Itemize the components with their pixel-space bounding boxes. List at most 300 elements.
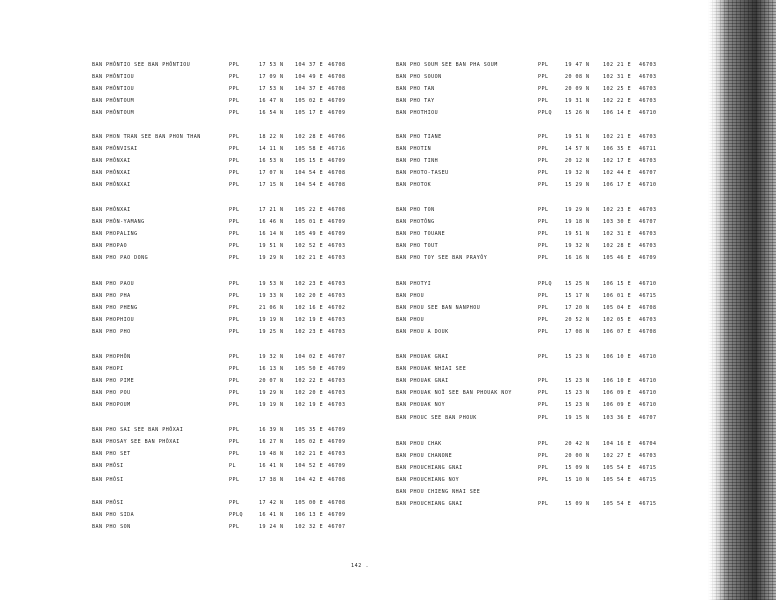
entry-type: PPL [229, 439, 240, 445]
entry-type: PPL [229, 281, 240, 287]
entry-lat: 19 53 N [259, 281, 284, 287]
entry-name: BAN PHO PHA [92, 293, 131, 299]
entry-lat: 20 08 N [565, 74, 590, 80]
entry-lon: 106 15 E [603, 281, 632, 287]
entry-ref: 46703 [328, 243, 346, 249]
entry-ref: 46710 [639, 354, 657, 360]
entry-ref: 46708 [639, 329, 657, 335]
entry-ref: 46708 [328, 62, 346, 68]
entry-ref: 46703 [328, 329, 346, 335]
entry-lon: 102 17 E [603, 158, 632, 164]
entry-lat: 15 10 N [565, 477, 590, 483]
entry-lon: 105 46 E [603, 255, 632, 261]
entry-lat: 15 29 N [565, 182, 590, 188]
entry-ref: 46715 [639, 477, 657, 483]
entry-lon: 105 54 E [603, 465, 632, 471]
entry-ref: 46708 [639, 305, 657, 311]
entry-lon: 102 19 E [295, 317, 324, 323]
entry-name: BAN PHO TAN [396, 86, 435, 92]
entry-name: BAN PHO PAO DONG [92, 255, 149, 261]
scanned-page-edge [708, 0, 776, 600]
entry-name: BAN PHOU SEE BAN NANPHOU [396, 305, 481, 311]
entry-type: PPL [229, 366, 240, 372]
entry-lon: 105 02 E [295, 98, 324, 104]
entry-name: BAN PHOUAK GNAI [396, 378, 449, 384]
entry-type: PPLQ [538, 281, 553, 287]
entry-name: BAN PHOTIN [396, 146, 432, 152]
entry-type: PPL [229, 98, 240, 104]
entry-type: PPL [538, 378, 549, 384]
entry-name: BAN PHO PIME [92, 378, 135, 384]
entry-ref: 46709 [328, 427, 346, 433]
entry-name: BAN PHO SET [92, 451, 131, 457]
entry-name: BAN PHOPHÔN [92, 354, 131, 360]
entry-lon: 102 31 E [603, 74, 632, 80]
entry-name: BAN PHO TOUT [396, 243, 439, 249]
entry-lon: 106 14 E [603, 110, 632, 116]
entry-name: BAN PHÔNVISAI [92, 146, 138, 152]
entry-ref: 46703 [639, 134, 657, 140]
entry-type: PPL [229, 329, 240, 335]
entry-ref: 46707 [639, 219, 657, 225]
entry-ref: 46703 [639, 453, 657, 459]
entry-lat: 15 09 N [565, 501, 590, 507]
entry-lat: 16 27 N [259, 439, 284, 445]
entry-lon: 102 22 E [295, 378, 324, 384]
entry-ref: 46709 [328, 231, 346, 237]
entry-lon: 102 32 E [295, 524, 324, 530]
entry-ref: 46711 [639, 146, 657, 152]
entry-ref: 46703 [639, 86, 657, 92]
entry-lat: 19 47 N [565, 62, 590, 68]
entry-lat: 19 32 N [259, 354, 284, 360]
entry-lon: 104 52 E [295, 463, 324, 469]
entry-name: BAN PHO PHO [92, 329, 131, 335]
entry-lon: 106 09 E [603, 390, 632, 396]
entry-lat: 17 09 N [259, 74, 284, 80]
entry-name: BAN PHOUCHIANG GNAI [396, 501, 463, 507]
entry-ref: 46703 [639, 158, 657, 164]
page-number: 142 . [351, 563, 370, 569]
entry-lon: 103 36 E [603, 415, 632, 421]
entry-lat: 15 23 N [565, 378, 590, 384]
entry-lon: 102 16 E [295, 305, 324, 311]
entry-type: PPL [229, 182, 240, 188]
entry-type: PPL [229, 293, 240, 299]
entry-name: BAN PHOTÔNG [396, 219, 435, 225]
entry-ref: 46706 [328, 134, 346, 140]
entry-lon: 106 13 E [295, 512, 324, 518]
entry-lat: 17 20 N [565, 305, 590, 311]
entry-lon: 105 01 E [295, 219, 324, 225]
entry-lon: 102 22 E [603, 98, 632, 104]
entry-name: BAN PHOUCHIANG GNAI [396, 465, 463, 471]
entry-type: PPL [538, 207, 549, 213]
entry-type: PPL [538, 415, 549, 421]
entry-name: BAN PHOUAK NHIAI SEE [396, 366, 467, 372]
entry-name: BAN PHO SOUON [396, 74, 442, 80]
entry-lat: 15 09 N [565, 465, 590, 471]
entry-ref: 46715 [639, 465, 657, 471]
entry-lat: 19 32 N [565, 243, 590, 249]
entry-name: BAN PHOU CHANONE [396, 453, 453, 459]
entry-lat: 16 46 N [259, 219, 284, 225]
entry-lon: 105 54 E [603, 477, 632, 483]
entry-lat: 19 33 N [259, 293, 284, 299]
entry-ref: 46703 [328, 317, 346, 323]
entry-name: BAN PHO TOY SEE BAN PRAYÔY [396, 255, 488, 261]
entry-lat: 16 47 N [259, 98, 284, 104]
entry-type: PPL [229, 255, 240, 261]
entry-type: PPL [229, 207, 240, 213]
entry-type: PPL [229, 243, 240, 249]
entry-name: BAN PHÔNTIO SEE BAN PHÔNTIOU [92, 62, 191, 68]
entry-lon: 103 30 E [603, 219, 632, 225]
entry-ref: 46703 [639, 62, 657, 68]
entry-type: PPL [538, 74, 549, 80]
entry-type: PPL [538, 134, 549, 140]
entry-name: BAN PHOUAK NOÏ SEE BAN PHOUAK NOY [396, 390, 512, 396]
entry-type: PPL [538, 62, 549, 68]
entry-lon: 104 49 E [295, 74, 324, 80]
entry-lon: 102 21 E [603, 134, 632, 140]
entry-lon: 106 07 E [603, 329, 632, 335]
entry-type: PPL [538, 354, 549, 360]
entry-lon: 105 15 E [295, 158, 324, 164]
entry-lon: 102 21 E [295, 451, 324, 457]
entry-name: BAN PHOPI [92, 366, 124, 372]
entry-type: PPL [538, 86, 549, 92]
entry-type: PPL [229, 354, 240, 360]
entry-name: BAN PHO SIDA [92, 512, 135, 518]
entry-lat: 14 57 N [565, 146, 590, 152]
entry-lat: 19 51 N [259, 243, 284, 249]
entry-type: PPL [538, 441, 549, 447]
entry-lon: 105 54 E [603, 501, 632, 507]
entry-ref: 46709 [328, 512, 346, 518]
entry-lon: 105 58 E [295, 146, 324, 152]
entry-lat: 19 25 N [259, 329, 284, 335]
entry-lon: 105 00 E [295, 500, 324, 506]
entry-type: PPL [538, 317, 549, 323]
entry-lon: 102 21 E [603, 62, 632, 68]
entry-name: BAN PHÔNXAI [92, 182, 131, 188]
entry-type: PPL [538, 255, 549, 261]
entry-ref: 46707 [328, 354, 346, 360]
entry-name: BAN PHÔSI [92, 477, 124, 483]
entry-lon: 102 19 E [295, 402, 324, 408]
entry-ref: 46703 [328, 378, 346, 384]
entry-name: BAN PHOU [396, 293, 425, 299]
entry-lat: 15 23 N [565, 390, 590, 396]
entry-lat: 19 15 N [565, 415, 590, 421]
entry-lat: 19 29 N [259, 255, 284, 261]
entry-name: BAN PHOPALING [92, 231, 138, 237]
entry-name: BAN PHOPHIOU [92, 317, 135, 323]
entry-name: BAN PHOUAK GNAI [396, 354, 449, 360]
entry-lat: 17 15 N [259, 182, 284, 188]
entry-name: BAN PHÔNXAI [92, 170, 131, 176]
entry-ref: 46703 [328, 281, 346, 287]
entry-lon: 104 54 E [295, 182, 324, 188]
entry-ref: 46703 [328, 402, 346, 408]
entry-name: BAN PHOTOK [396, 182, 432, 188]
entry-ref: 46710 [639, 402, 657, 408]
entry-ref: 46703 [639, 98, 657, 104]
entry-lat: 16 41 N [259, 463, 284, 469]
entry-type: PPL [229, 477, 240, 483]
entry-ref: 46709 [328, 219, 346, 225]
entry-name: BAN PHÔNXAI [92, 207, 131, 213]
entry-lon: 104 42 E [295, 477, 324, 483]
entry-ref: 46703 [639, 231, 657, 237]
entry-name: BAN PHOUCHIANG NOY [396, 477, 460, 483]
entry-ref: 46704 [639, 441, 657, 447]
entry-type: PPL [538, 305, 549, 311]
entry-lon: 106 01 E [603, 293, 632, 299]
entry-lon: 105 22 E [295, 207, 324, 213]
entry-ref: 46703 [328, 255, 346, 261]
entry-ref: 46708 [328, 74, 346, 80]
entry-lon: 105 02 E [295, 439, 324, 445]
entry-lon: 105 35 E [295, 427, 324, 433]
entry-type: PPL [538, 231, 549, 237]
entry-type: PPL [229, 219, 240, 225]
entry-lat: 19 29 N [259, 390, 284, 396]
entry-type: PPL [229, 305, 240, 311]
entry-lon: 104 16 E [603, 441, 632, 447]
entry-type: PPL [538, 158, 549, 164]
entry-lon: 102 28 E [295, 134, 324, 140]
entry-lon: 104 37 E [295, 86, 324, 92]
entry-name: BAN PHÔSI [92, 500, 124, 506]
entry-name: BAN PHO TAY [396, 98, 435, 104]
entry-type: PPL [229, 390, 240, 396]
entry-lon: 102 44 E [603, 170, 632, 176]
entry-lon: 105 04 E [603, 305, 632, 311]
entry-type: PPLQ [229, 512, 244, 518]
entry-ref: 46709 [328, 366, 346, 372]
entry-lat: 15 25 N [565, 281, 590, 287]
entry-lon: 102 23 E [603, 207, 632, 213]
entry-type: PPL [229, 231, 240, 237]
entry-name: BAN PHOUAK NOY [396, 402, 446, 408]
entry-ref: 46709 [328, 439, 346, 445]
entry-lat: 19 51 N [565, 231, 590, 237]
entry-ref: 46710 [639, 378, 657, 384]
entry-ref: 46710 [639, 390, 657, 396]
entry-lon: 102 20 E [295, 390, 324, 396]
entry-lon: 106 35 E [603, 146, 632, 152]
entry-ref: 46709 [328, 158, 346, 164]
entry-lat: 16 41 N [259, 512, 284, 518]
entry-lon: 104 54 E [295, 170, 324, 176]
entry-lat: 17 38 N [259, 477, 284, 483]
entry-ref: 46708 [328, 182, 346, 188]
entry-lat: 20 00 N [565, 453, 590, 459]
entry-name: BAN PHÔNTIOU [92, 86, 135, 92]
entry-lat: 19 31 N [565, 98, 590, 104]
entry-lon: 106 09 E [603, 402, 632, 408]
entry-name: BAN PHO PHENG [92, 305, 138, 311]
entry-name: BAN PHO TOUANE [396, 231, 446, 237]
entry-name: BAN PHOTYI [396, 281, 432, 287]
entry-name: BAN PHOUC SEE BAN PHOUK [396, 415, 477, 421]
entry-name: BAN PHO POU [92, 390, 131, 396]
entry-type: PPLQ [538, 110, 553, 116]
entry-ref: 46709 [639, 255, 657, 261]
entry-name: BAN PHOSAY SEE BAN PHÔXAI [92, 439, 180, 445]
entry-name: BAN PHOPOUM [92, 402, 131, 408]
entry-lat: 17 08 N [565, 329, 590, 335]
entry-ref: 46708 [328, 86, 346, 92]
entry-name: BAN PHO SON [92, 524, 131, 530]
entry-lat: 15 23 N [565, 354, 590, 360]
entry-lat: 19 29 N [565, 207, 590, 213]
entry-ref: 46703 [639, 207, 657, 213]
entry-lat: 20 12 N [565, 158, 590, 164]
entry-type: PPL [538, 170, 549, 176]
entry-name: BAN PHÔSI [92, 463, 124, 469]
entry-lat: 19 32 N [565, 170, 590, 176]
entry-lat: 20 52 N [565, 317, 590, 323]
entry-ref: 46703 [639, 317, 657, 323]
entry-ref: 46707 [639, 415, 657, 421]
entry-lon: 102 27 E [603, 453, 632, 459]
entry-lat: 16 14 N [259, 231, 284, 237]
entry-type: PL [229, 463, 237, 469]
entry-ref: 46707 [328, 524, 346, 530]
entry-ref: 46709 [328, 98, 346, 104]
entry-name: BAN PHO TIANE [396, 134, 442, 140]
entry-lon: 105 49 E [295, 231, 324, 237]
entry-lat: 17 53 N [259, 62, 284, 68]
entry-lat: 19 48 N [259, 451, 284, 457]
entry-type: PPL [538, 243, 549, 249]
entry-name: BAN PHOU [396, 317, 425, 323]
entry-type: PPL [229, 427, 240, 433]
entry-name: BAN PHOU CHIENG NHAI SEE [396, 489, 481, 495]
entry-lon: 104 02 E [295, 354, 324, 360]
entry-name: BAN PHO PAOU [92, 281, 135, 287]
entry-lat: 19 24 N [259, 524, 284, 530]
entry-name: BAN PHÔNTOUM [92, 98, 135, 104]
entry-ref: 46703 [328, 293, 346, 299]
entry-lon: 104 37 E [295, 62, 324, 68]
entry-lat: 16 13 N [259, 366, 284, 372]
entry-type: PPL [538, 501, 549, 507]
entry-type: PPL [229, 402, 240, 408]
entry-ref: 46702 [328, 305, 346, 311]
entry-lon: 106 10 E [603, 378, 632, 384]
entry-ref: 46710 [639, 281, 657, 287]
entry-type: PPL [538, 98, 549, 104]
entry-ref: 46709 [328, 463, 346, 469]
entry-lat: 19 18 N [565, 219, 590, 225]
entry-lat: 17 42 N [259, 500, 284, 506]
entry-lon: 102 05 E [603, 317, 632, 323]
entry-lon: 102 52 E [295, 243, 324, 249]
entry-lat: 17 21 N [259, 207, 284, 213]
entry-name: BAN PHÔNXAI [92, 158, 131, 164]
entry-lat: 20 42 N [565, 441, 590, 447]
entry-type: PPL [229, 158, 240, 164]
entry-type: PPL [538, 453, 549, 459]
entry-lon: 105 17 E [295, 110, 324, 116]
entry-lat: 19 19 N [259, 402, 284, 408]
entry-type: PPL [538, 219, 549, 225]
entry-lat: 21 06 N [259, 305, 284, 311]
entry-ref: 46710 [639, 182, 657, 188]
entry-lat: 16 39 N [259, 427, 284, 433]
entry-type: PPL [229, 378, 240, 384]
entry-type: PPL [538, 390, 549, 396]
entry-ref: 46710 [639, 110, 657, 116]
entry-name: BAN PHOTO-TASEU [396, 170, 449, 176]
entry-lon: 102 31 E [603, 231, 632, 237]
entry-name: BAN PHO TON [396, 207, 435, 213]
entry-ref: 46708 [328, 477, 346, 483]
entry-type: PPL [229, 62, 240, 68]
entry-type: PPL [229, 86, 240, 92]
entry-lat: 19 51 N [565, 134, 590, 140]
entry-name: BAN PHON TRAN SEE BAN PHON THAN [92, 134, 201, 140]
entry-name: BAN PHOU CHAK [396, 441, 442, 447]
entry-lat: 16 54 N [259, 110, 284, 116]
entry-lat: 19 19 N [259, 317, 284, 323]
entry-ref: 46708 [328, 500, 346, 506]
entry-ref: 46715 [639, 293, 657, 299]
entry-ref: 46715 [639, 501, 657, 507]
entry-name: BAN PHÔN-YAMANG [92, 219, 145, 225]
entry-name: BAN PHÔNTOUM [92, 110, 135, 116]
entry-type: PPL [538, 293, 549, 299]
entry-lat: 20 09 N [565, 86, 590, 92]
entry-type: PPL [229, 317, 240, 323]
entry-type: PPL [538, 146, 549, 152]
entry-lat: 15 23 N [565, 402, 590, 408]
entry-lon: 102 21 E [295, 255, 324, 261]
entry-ref: 46716 [328, 146, 346, 152]
entry-lon: 102 28 E [603, 243, 632, 249]
entry-lat: 20 07 N [259, 378, 284, 384]
entry-ref: 46703 [328, 390, 346, 396]
entry-name: BAN PHOTHIOU [396, 110, 439, 116]
entry-lon: 102 23 E [295, 281, 324, 287]
entry-type: PPL [229, 134, 240, 140]
entry-name: BAN PHOPAO [92, 243, 128, 249]
entry-type: PPL [229, 524, 240, 530]
entry-type: PPL [538, 465, 549, 471]
entry-name: BAN PHÔNTIOU [92, 74, 135, 80]
entry-ref: 46703 [639, 243, 657, 249]
entry-lat: 15 26 N [565, 110, 590, 116]
entry-lon: 102 23 E [295, 329, 324, 335]
entry-lon: 102 25 E [603, 86, 632, 92]
entry-ref: 46709 [328, 110, 346, 116]
entry-lat: 17 53 N [259, 86, 284, 92]
entry-name: BAN PHOU A DOUK [396, 329, 449, 335]
entry-name: BAN PHO SAI SEE BAN PHÔXAI [92, 427, 184, 433]
entry-lat: 14 11 N [259, 146, 284, 152]
entry-lat: 15 17 N [565, 293, 590, 299]
entry-ref: 46708 [328, 207, 346, 213]
entry-lat: 18 22 N [259, 134, 284, 140]
entry-type: PPL [538, 329, 549, 335]
entry-ref: 46703 [328, 451, 346, 457]
entry-type: PPL [229, 451, 240, 457]
entry-lat: 16 16 N [565, 255, 590, 261]
